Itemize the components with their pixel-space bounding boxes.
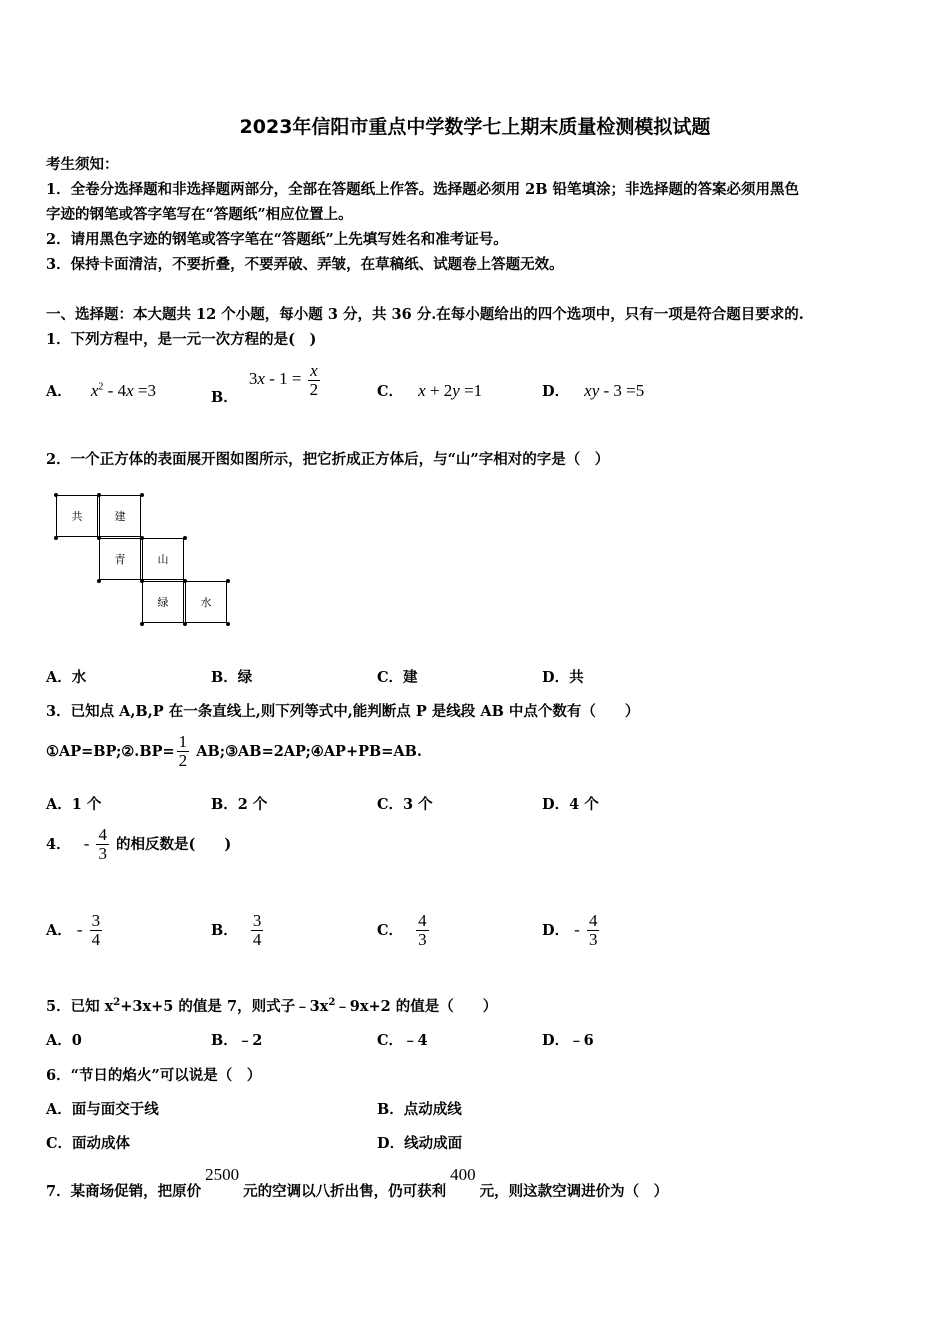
q2-option-c[interactable]: C．建: [377, 669, 418, 686]
q1-c-x: x: [418, 381, 426, 400]
q5-sup-2: 2: [328, 997, 336, 1009]
q3-conditions: [46, 733, 422, 770]
net-vertex-dot: [54, 493, 58, 497]
q4-num-value: 4: [98, 825, 107, 844]
q1-option-a[interactable]: [46, 380, 156, 401]
q3-cond-b: AB;③AB=2AP;④AP+PB=AB.: [191, 743, 422, 760]
q6-stem: 6．“节日的焰火”可以说是（ ）: [46, 1067, 262, 1084]
q3-option-c[interactable]: C．3 个: [377, 796, 433, 813]
q1-b-den: 2: [309, 380, 319, 399]
q4-b-num: 3: [252, 911, 262, 930]
net-cell: 山: [142, 538, 184, 580]
q4-d-sign: -: [574, 920, 580, 939]
q3-option-b[interactable]: B．2 个: [211, 796, 268, 813]
q5-option-b[interactable]: B．﹣2: [211, 1032, 263, 1049]
q4-den-value: 3: [98, 844, 107, 863]
q1-c-eq: =1: [459, 381, 483, 400]
net-vertex-dot: [97, 536, 101, 540]
q1-option-c[interactable]: [377, 380, 482, 401]
q1-c-mid: + 2: [425, 381, 453, 400]
q7-part-3: 元，则这款空调进价为（ ）: [479, 1183, 669, 1200]
q4-d-label: D．: [542, 922, 570, 939]
net-vertex-dot: [140, 536, 144, 540]
q1-b-lhs: 3: [248, 369, 258, 389]
q1-option-b[interactable]: [211, 361, 322, 407]
net-vertex-dot: [97, 493, 101, 497]
q4-c-den: 3: [418, 930, 427, 949]
q1-b-label: B．: [211, 389, 238, 407]
net-vertex-dot: [226, 622, 230, 626]
notice-line-3: 3．保持卡面清洁，不要折叠，不要弄破、弄皱，在草稿纸、试题卷上答题无效。: [46, 256, 564, 273]
q4-a-den: 4: [91, 930, 101, 949]
q4-b-label: B．: [211, 922, 238, 939]
q1-a-x2: x: [126, 381, 134, 400]
q1-a-x: x: [90, 381, 99, 400]
q1-b-x: x: [257, 369, 265, 389]
q5-sup-1: 2: [113, 997, 121, 1009]
q4-num: 4．: [46, 836, 71, 853]
notice-heading: 考生须知：: [46, 156, 119, 173]
net-vertex-dot: [140, 622, 144, 626]
q4-sign: -: [83, 834, 90, 853]
q3-cond-num: 1: [178, 732, 188, 751]
q7-stem: [46, 1164, 669, 1200]
q1-d-rest: - 3 =5: [599, 381, 645, 400]
q2-stem: 2．一个正方体的表面展开图如图所示，把它折成正方体后，与“山”字相对的字是（ ）: [46, 451, 610, 468]
net-cell: 绿: [142, 581, 184, 623]
q6-option-c[interactable]: C．面动成体: [46, 1135, 131, 1152]
q4-a-num: 3: [91, 911, 101, 930]
q1-a-label: A．: [46, 383, 72, 400]
q3-option-d[interactable]: D．4 个: [542, 796, 599, 813]
q7-part-1: 7．某商场促销，把原价: [46, 1183, 202, 1200]
q1-b-mid: - 1 =: [264, 369, 302, 389]
q5-part-2: +3x+5 的值是 7，则式子﹣3x: [120, 998, 329, 1015]
net-vertex-dot: [140, 493, 144, 497]
q1-stem: 1．下列方程中，是一元一次方程的是( ): [46, 331, 317, 348]
q6-option-d[interactable]: D．线动成面: [377, 1135, 463, 1152]
net-cell: 青: [99, 538, 141, 580]
q1-c-label: C．: [377, 383, 404, 400]
q1-a-rest: - 4: [103, 381, 127, 400]
page-title: 2023年信阳市重点中学数学七上期末质量检测模拟试题: [239, 116, 711, 138]
q3-option-a[interactable]: A．1 个: [46, 796, 102, 813]
q1-d-label: D．: [542, 383, 570, 400]
q5-option-a[interactable]: A．0: [46, 1032, 82, 1049]
q1-a-exp: 2: [98, 381, 104, 393]
net-vertex-dot: [140, 579, 144, 583]
q5-part-3: ﹣9x+2 的值是（ ）: [335, 998, 498, 1015]
q4-b-den: 4: [252, 930, 262, 949]
q4-c-label: C．: [377, 922, 404, 939]
q3-stem: 3．已知点 A,B,P 在一条直线上,则下列等式中,能判断点 P 是线段 AB 中点个数有（ ）: [46, 703, 640, 720]
net-cell: 水: [185, 581, 227, 623]
q7-price: 2500: [205, 1165, 240, 1184]
q4-stem: [46, 826, 231, 863]
net-vertex-dot: [183, 536, 187, 540]
q1-c-y: y: [452, 381, 460, 400]
q4-option-b[interactable]: [211, 912, 265, 949]
q4-option-a[interactable]: [46, 912, 104, 949]
q2-option-d[interactable]: D．共: [542, 669, 584, 686]
net-vertex-dot: [226, 579, 230, 583]
q4-d-den: 3: [588, 930, 598, 949]
section-heading: 一、选择题：本大题共 12 个小题，每小题 3 分，共 36 分.在每小题给出的四个选项中，只有一项是符合题目要求的.: [46, 306, 804, 323]
net-vertex-dot: [183, 579, 187, 583]
net-vertex-dot: [97, 579, 101, 583]
q4-stem-text: 的相反数是( ): [116, 836, 232, 853]
q5-option-d[interactable]: D．﹣6: [542, 1032, 594, 1049]
q6-option-a[interactable]: A．面与面交于线: [46, 1101, 159, 1118]
q4-option-c[interactable]: [377, 912, 431, 949]
net-vertex-dot: [183, 622, 187, 626]
q1-d-xy: xy: [584, 381, 600, 400]
q6-option-b[interactable]: B．点动成线: [377, 1101, 462, 1118]
q3-cond-den: 2: [178, 751, 188, 770]
q7-profit: 400: [450, 1165, 476, 1184]
q1-a-eq: =3: [133, 381, 156, 400]
notice-line-1-cont: 字迹的钢笔或答字笔写在“答题纸”相应位置上。: [46, 206, 353, 223]
q4-a-sign: -: [76, 920, 83, 939]
notice-line-2: 2．请用黑色字迹的钢笔或答字笔在“答题纸”上先填写姓名和准考证号。: [46, 231, 508, 248]
q4-c-num: 4: [418, 911, 427, 930]
q2-option-a[interactable]: A．水: [46, 669, 87, 686]
net-cell: 共: [56, 495, 98, 537]
q4-a-label: A．: [46, 922, 72, 939]
q5-stem: [46, 995, 497, 1016]
q7-part-2: 元的空调以八折出售，仍可获利: [243, 1183, 447, 1200]
q1-b-num: x: [310, 361, 318, 380]
q4-option-d[interactable]: [542, 912, 601, 949]
cube-net-figure: [56, 495, 232, 625]
q1-option-d[interactable]: [542, 380, 644, 401]
q2-option-b[interactable]: B．绿: [211, 669, 253, 686]
net-vertex-dot: [54, 536, 58, 540]
net-cell: 建: [99, 495, 141, 537]
q5-option-c[interactable]: C．﹣4: [377, 1032, 428, 1049]
q3-cond-a: ①AP=BP;②.BP=: [46, 743, 175, 760]
q5-part-1: 5．已知 x: [46, 998, 114, 1015]
notice-line-1: 1．全卷分选择题和非选择题两部分，全部在答题纸上作答。选择题必须用 2B 铅笔填涂；非选择题的答案必须用黑色: [46, 181, 800, 198]
q4-d-num: 4: [588, 911, 598, 930]
